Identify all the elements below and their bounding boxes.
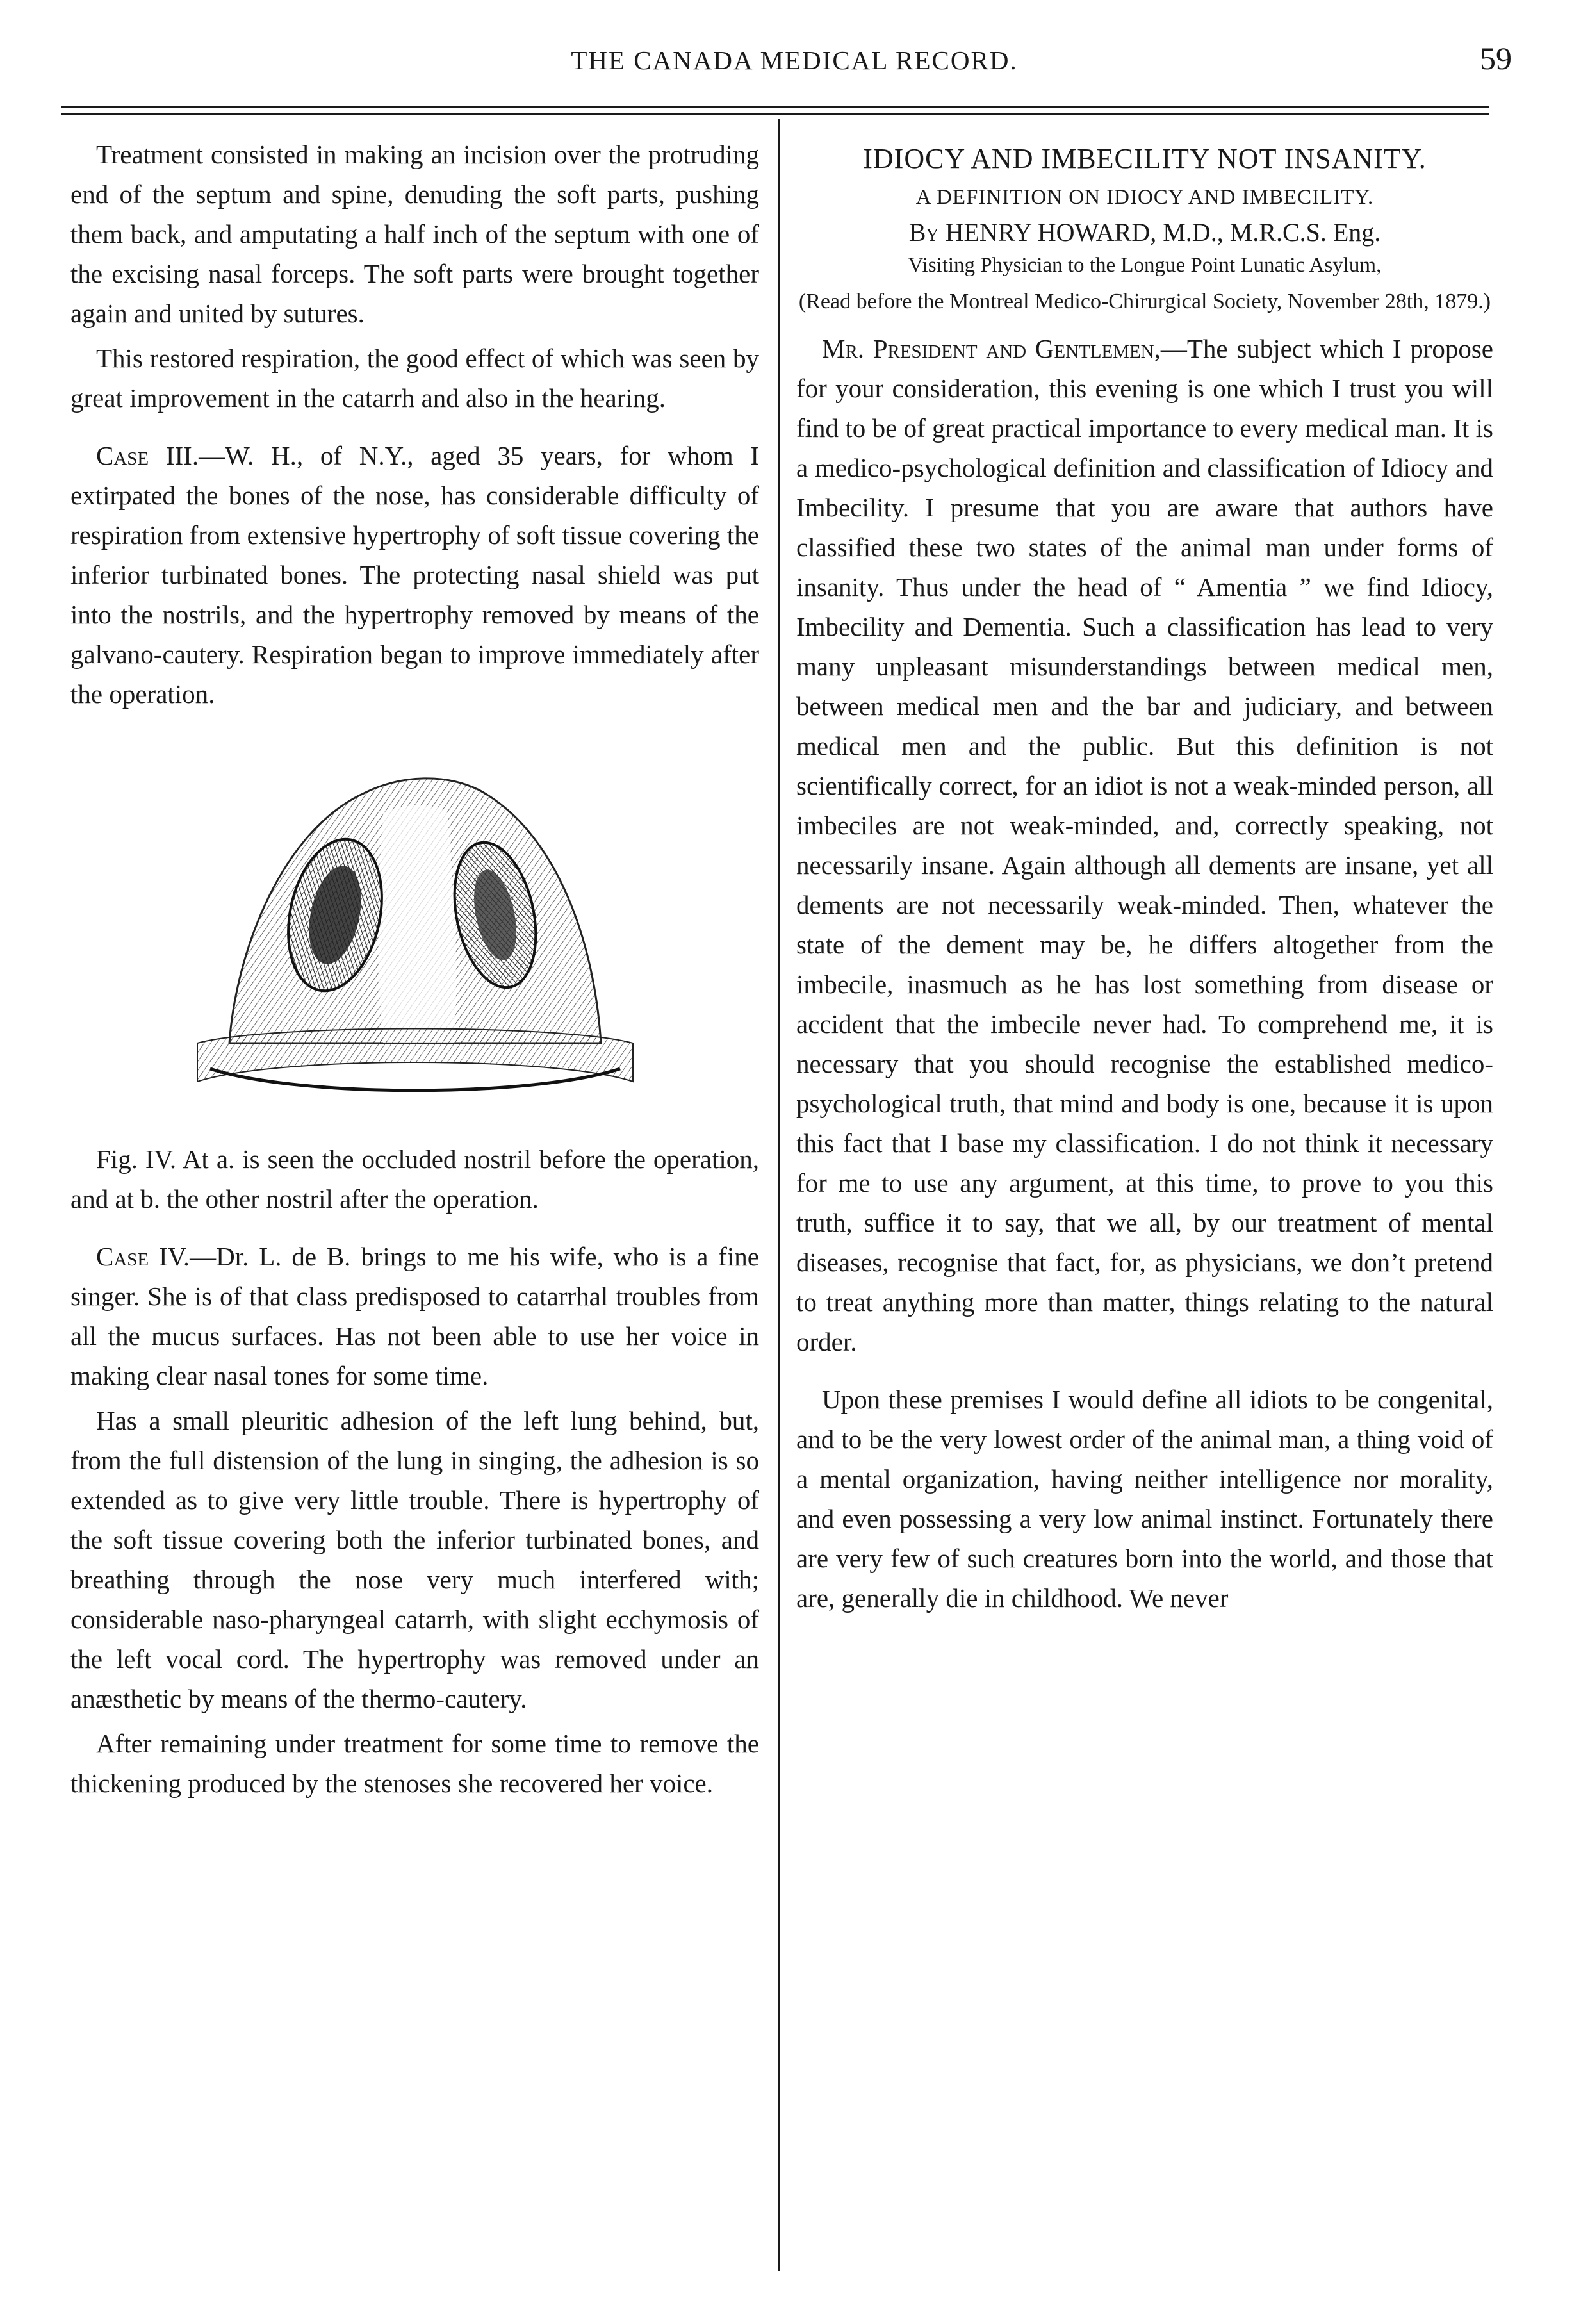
author-prefix: By (908, 218, 939, 247)
author-name: HENRY HOWARD, M.D., M.R.C.S. Eng. (945, 218, 1381, 247)
pleuritic-adhesion-paragraph: Has a small pleuritic adhesion of the left lung behind, but, from the full distension of the lung in singing, the adhesion is so extended as to give very little trouble. There is hypertrophy of the soft tissue covering both the inferior turbinated bones, and breathing through the nose very much interfered with; considerable naso-pharyngeal catarrh, with slight ecchymosis of the left vocal cord. The hypertrophy was removed under an anæsthetic by means of the thermo-cautery. (70, 1406, 759, 1713)
case-four-text: —Dr. L. de B. brings to me his wife, who is a fine singer. She is of that class predisposed to catarrhal troubles from all the mucus surfaces. Has not been able to use her voice in making clear nasal tones for some time. (70, 1242, 759, 1390)
article-author (796, 217, 1493, 247)
case-three-text: —W. H., of N.Y., aged 35 years, for whom I extirpated the bones of the nose, has considerable difficulty of respiration from extensive hypertrophy of soft tissue covering the inferior turbinated bones. The protecting nasal shield was put into the nostrils, and the hypertrophy removed by means of the galvano-cautery. Respiration began to improve immediately after the operation. (70, 441, 759, 709)
opening-paragraph (796, 329, 1493, 1362)
column-divider (778, 119, 780, 2271)
page-number: 59 (1480, 40, 1512, 76)
case-four-paragraph (70, 1237, 759, 1396)
figure-caption: Fig. IV. At a. is seen the occluded nostril before the operation, and at b. the other nostril after the operation. (70, 1144, 759, 1214)
case-three-label: Case III. (96, 441, 199, 470)
premises-paragraph: Upon these premises I would define all idiots to be congenital, and to be the very lowest order of the animal man, a thing void of a mental organization, having neither intelligence nor morality, and even possessing a very low animal instinct. Fortunately there are very few of such creatures born into the world, and those that are, generally die in childhood. We never (796, 1385, 1493, 1613)
article-title: IDIOCY AND IMBECILITY NOT INSANITY. (863, 143, 1427, 174)
nose-nostrils-illustration-icon (172, 723, 659, 1133)
left-column (70, 135, 759, 1803)
header-rule-bottom (61, 113, 1489, 115)
right-column (796, 135, 1493, 1618)
restored-respiration-paragraph: This restored respiration, the good effect of which was seen by great improvement in the catarrh and also in the hearing. (70, 343, 759, 413)
read-before-note: (Read before the Montreal Medico-Chirurgical Society, November 28th, 1879.) (798, 290, 1491, 313)
author-affiliation: Visiting Physician to the Longue Point Lunatic Asylum, (908, 254, 1382, 277)
recovery-paragraph: After remaining under treatment for some time to remove the thickening produced by the stenoses she recovered her voice. (70, 1729, 759, 1798)
header-rule-top (61, 106, 1489, 108)
running-header-title: THE CANADA MEDICAL RECORD. (571, 45, 1018, 75)
article-subtitle: A DEFINITION ON IDIOCY AND IMBECILITY. (915, 186, 1374, 209)
treatment-paragraph: Treatment consisted in making an incision over the protruding end of the septum and spine, denuding the soft parts, pushing them back, and amputating a half inch of the septum with one of the excising nasal forceps. The soft parts were brought together again and united by sutures. (70, 140, 759, 328)
case-four-label: Case IV. (96, 1242, 190, 1271)
case-three-paragraph (70, 436, 759, 714)
nose-figure (70, 723, 759, 1133)
salutation: Mr. President and Gentlemen, (822, 334, 1161, 363)
opening-text: —The subject which I propose for your consideration, this evening is one which I trust you will find to be of great practical importance to every medical man. It is a medico-psychological definition and classification of Idiocy and Imbecility. I presume that you are aware that authors have classified these two states of the animal man under forms of insanity. Thus under the head of “ Amentia ” we find Idiocy, Imbecility and Dementia. Such a classification has lead to very many unpleasant misunderstandings between medical men, between medical men and the bar and judiciary, and between medical men and the public. But this definition is not scientifically correct, for an idiot is not a weak-minded person, all imbeciles are not weak-minded, and, correctly speaking, not necessarily insane. Again although all dements are insane, yet all dements are not necessarily weak-minded. Then, whatever the state of the dement may be, he differs altogether from the imbecile, inasmuch as he has lost something from disease or accident that the imbecile never had. To comprehend me, it is necessary that you should recognise the established medico-psychological truth, that mind and body is one, because it is upon this fact that I base my classification. I do not think it necessary for me to use any argument, at this time, to prove to you this truth, suffice it to say, that we all, by our treatment of mental diseases, recognise that fact, for, as physicians, we don’t pretend to treat anything more than matter, things relating to the natural order. (796, 334, 1493, 1356)
